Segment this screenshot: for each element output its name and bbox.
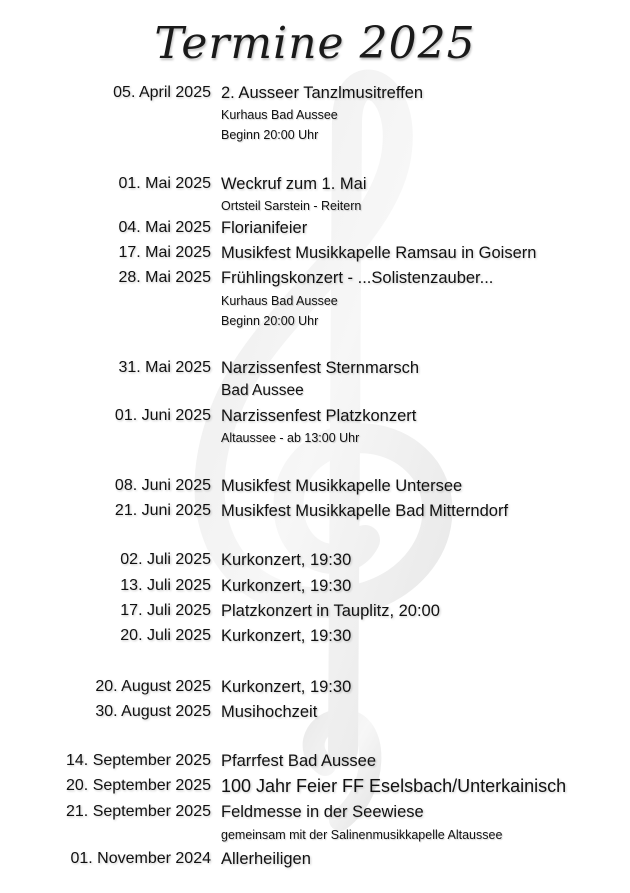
event-title: Kurkonzert, 19:30 [221,627,352,645]
event-date: 01. Mai 2025 [118,175,211,192]
list-item [0,357,630,379]
list-item [0,549,630,571]
event-title: Allerheiligen [221,850,311,868]
list-item [0,82,630,104]
event-title: Platzkonzert in Tauplitz, 20:00 [221,602,440,620]
list-item [0,267,630,289]
list-item [0,500,630,522]
event-title: 2. Ausseer Tanzlmusitreffen [221,84,424,102]
event-date: 31. Mai 2025 [118,359,211,376]
event-date: 20. September 2025 [66,777,211,794]
event-date: 28. Mai 2025 [118,269,211,286]
event-detail: Beginn 20:00 Uhr [221,128,319,142]
event-detail: Kurhaus Bad Aussee [221,108,338,122]
event-detail: Beginn 20:00 Uhr [221,314,319,328]
event-title: 100 Jahr Feier FF Eselsbach/Unterkainisch [221,776,567,796]
list-item [0,625,630,647]
event-title: Musikfest Musikkapelle Untersee [221,477,463,495]
event-title: Narzissenfest Sternmarsch [221,359,420,377]
event-date: 20. Juli 2025 [120,627,211,644]
event-title: Musihochzeit [221,703,318,721]
list-item [0,676,630,698]
event-title: Weckruf zum 1. Mai [221,175,367,193]
list-item [0,775,630,797]
event-title: Pfarrfest Bad Aussee [221,752,377,770]
event-date: 08. Juni 2025 [114,477,211,494]
list-item [0,173,630,195]
event-date: 04. Mai 2025 [118,219,211,236]
event-title: Kurkonzert, 19:30 [221,678,352,696]
list-item [0,475,630,497]
event-detail: Ortsteil Sarstein - Reitern [221,199,362,213]
event-date: 05. April 2025 [113,84,211,101]
event-title: Musikfest Musikkapelle Bad Mitterndorf [221,502,509,520]
event-date: 21. September 2025 [66,803,211,820]
event-date: 02. Juli 2025 [120,551,211,568]
event-title: Musikfest Musikkapelle Ramsau in Goisern [221,244,537,262]
event-detail: Altaussee - ab 13:00 Uhr [221,431,360,445]
event-date: 13. Juli 2025 [120,577,211,594]
event-title: Kurkonzert, 19:30 [221,551,352,569]
event-date: 20. August 2025 [95,678,211,695]
list-item [0,600,630,622]
event-date: 30. August 2025 [95,703,211,720]
event-detail: gemeinsam mit der Salinenmusikkapelle Altaussee [221,828,503,842]
list-item [0,848,630,870]
list-item [0,217,630,239]
event-detail: Bad Aussee [221,382,304,399]
list-item [0,750,630,772]
event-date: 14. September 2025 [66,752,211,769]
event-date: 17. Juli 2025 [120,602,211,619]
list-item [0,701,630,723]
event-date: 01. November 2024 [70,850,211,867]
list-item [0,242,630,264]
event-title: Florianifeier [221,219,308,237]
event-title: Narzissenfest Platzkonzert [221,407,417,425]
list-item [0,575,630,597]
event-detail: Kurhaus Bad Aussee [221,294,338,308]
page-title: Termine 2025 [154,18,476,69]
event-title: Kurkonzert, 19:30 [221,577,352,595]
list-item [0,801,630,823]
event-date: 01. Juni 2025 [114,407,211,424]
event-title: Frühlingskonzert - ...Solistenzauber... [221,269,494,287]
list-item [0,405,630,427]
event-title: Feldmesse in der Seewiese [221,803,424,821]
event-date: 17. Mai 2025 [118,244,211,261]
event-date: 21. Juni 2025 [114,502,211,519]
